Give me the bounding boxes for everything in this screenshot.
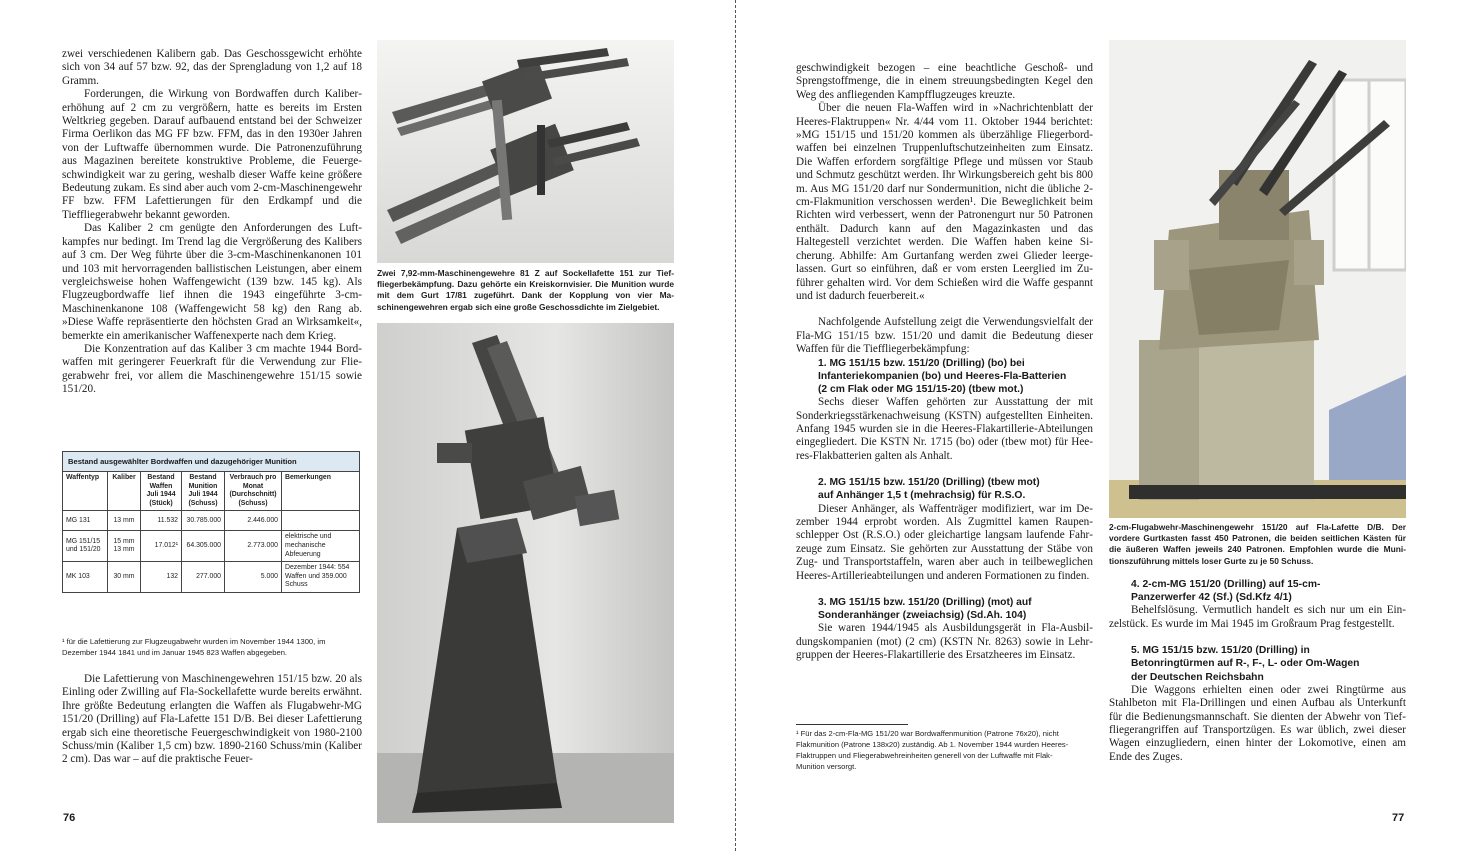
paragraph: Sechs dieser Waffen gehörten zur Ausstattung der mit Sonderkriegsstärkenachweisung (KSTN) aufgestellten Einheiten. Anfang 1945 wurden sie in die Heeres-Flakartillerie-Abteilungen eingegliedert. Die KSTN Nr. 1715 (bo) oder (tbew mot) für Heeres-Flakbatterien galten als Anhalt. — [796, 396, 1093, 462]
table-cell: 11.532 — [141, 511, 182, 531]
heading-line: (2 cm Flak oder MG 151/15-20) (tbew mot.) — [818, 383, 1024, 395]
table-cell: 30 mm — [108, 562, 141, 593]
paragraph: Die Lafettierung von Maschinengewehren 151/15 bzw. 20 als Einling oder Zwilling auf Fla-Sockellafette wurde bereits erwähnt. Ihre größte Bedeutung erlangten die Waffen als Flugabwehr-MG 151/20 (Drilling) auf Fla-Lafette 151 D/B. Bei dieser Lafettierung ergab sich eine theoretische Feuergeschwindigkeit von 1980-2100 Schuss/min (Kaliber 1,5 cm) bzw. 1890-2160 Schuss/min (Kaliber 2 cm). Das war – auf die praktische Feuer- — [62, 673, 362, 766]
table-cell: 30.785.000 — [182, 511, 225, 531]
photo1-caption: Zwei 7,92-mm-Maschinengewehre 81 Z auf Sockellafette 151 zur Tieffliegerbekämpfung. Dazu gehörte ein Kreiskornvisier. Die Munition wurde mit dem Gurt 17/81 zugeführt. Dank der Kopplung von vier Maschinengewehren ergab sich eine große Geschossdichte im Zielgebiet. — [377, 268, 674, 312]
heading-line: der Deutschen Reichsbahn — [1131, 671, 1264, 683]
table-cell: elektrische und mechanische Abfeuerung — [282, 531, 360, 562]
heading-line: 4. 2-cm-MG 151/20 (Drilling) auf 15-cm- — [1131, 579, 1321, 590]
paragraph: Dieser Anhänger, als Waffenträger modifiziert, war im Dezember 1944 erprobt worden. Als Zugmittel kamen Raupenschlepper Ost (R.S.O.) oder gleichartige langsam laufende Fahrzeuge zum Einsatz. Sie gehörten zur Ausstattung der Stäbe von Zug- und Transportstaffeln, waren aber auch in teilbeweglichen Heeres-Artillerieabteilungen und anderen Formationen zu finden. — [796, 502, 1093, 582]
column-header: Bestand Munition Juli 1944 (Schuss) — [182, 472, 225, 511]
column-header: Verbrauch pro Monat (Durchschnitt) (Schuss) — [225, 472, 282, 511]
paragraph: geschwindigkeit bezogen – eine beachtliche Geschoß- und Sprengstoffmenge, die in einem streuungsbedingten Kegel den Weg des anfliegenden Kampfflugzeuges kreuzte. — [796, 62, 1093, 101]
table-header-row — [63, 472, 360, 511]
right-main-column — [796, 62, 1093, 663]
photo-twin-machine-guns — [377, 40, 674, 263]
column-header: Bemerkungen — [282, 472, 360, 511]
page-number-right: 77 — [1392, 812, 1405, 824]
table-title: Bestand ausgewählter Bordwaffen und dazugehöriger Munition — [62, 451, 360, 471]
heading-line: 3. MG 151/15 bzw. 151/20 (Drilling) (mot) auf — [818, 597, 1032, 609]
table-cell: 277.000 — [182, 562, 225, 593]
table-row — [63, 531, 360, 562]
pedestal-gun-image — [377, 323, 674, 823]
paragraph: Die Konzentration auf das Kaliber 3 cm machte 1944 Bordwaffen mit geringerer Feuerkraft für die Verwendung zur Fliegerabwehr frei, vor allem die Maschinengewehre 151/15 sowie 151/20. — [62, 342, 362, 396]
table-cell: 132 — [141, 562, 182, 593]
heading-line: Sonderanhänger (zweiachsig) (Sd.Ah. 104) — [818, 610, 1027, 622]
table-cell — [282, 511, 360, 531]
table-cell: 15 mm 13 mm — [108, 531, 141, 562]
heading-line: 2. MG 151/15 bzw. 151/20 (Drilling) (tbew mot) — [818, 477, 1040, 489]
paragraph: zwei verschiedenen Kalibern gab. Das Geschossgewicht erhöhte sich von 34 auf 57 bzw. 92, das der Sprengladung von 1,2 auf 18 Gramm. — [62, 48, 362, 87]
table-row — [63, 562, 360, 593]
paragraph: Behelfslösung. Vermutlich handelt es sich nur um ein Einzelstück. Es wurde im Mai 1945 im Großraum Prag festgestellt. — [1109, 604, 1406, 630]
column-header: Waffentyp — [63, 472, 108, 511]
left-bottom-column — [62, 673, 362, 767]
page-number-left: 76 — [63, 812, 76, 824]
page-gutter — [735, 0, 736, 851]
section-heading — [796, 476, 1093, 502]
heading-line: Panzerwerfer 42 (Sf.) (Sd.Kfz 4/1) — [1131, 592, 1292, 604]
table-cell: MG 131 — [63, 511, 108, 531]
section-heading — [796, 357, 1093, 397]
table-cell: Dezember 1944: 554 Waffen und 359.000 Schuss — [282, 562, 360, 593]
inventory-table — [62, 451, 360, 593]
triple-gun-mount-image — [1109, 40, 1406, 518]
heading-line: auf Anhänger 1,5 t (mehrachsig) für R.S.O. — [818, 490, 1026, 502]
paragraph: Forderungen, die Wirkung von Bordwaffen durch Kalibererhöhung auf 2 cm zu vergrößern, hatte es bereits im Ersten Weltkrieg gegeben. Darauf aufbauend entstand bei der Schweizer Firma Oerlikon das MG FF bzw. FFM, das in den 1930er Jahren von der Luftwaffe übernommen wurde. Die Patronenzuführung aus Magazinen bereitete konstruktive Probleme, die Feuergeschwindigkeit war zu gering, weshalb dieser Waffe keine größere Bedeutung zukam. Es sind aber auch vom 2-cm-Maschinengewehr FF bzw. FFM Lafettierungen für den Erdkampf und die Tieffliegerabwehr bekannt geworden. — [62, 88, 362, 221]
table-cell: 2.773.000 — [225, 531, 282, 562]
photo3-caption: 2-cm-Flugabwehr-Maschinengewehr 151/20 auf Fla-Lafette D/B. Der vordere Gurtkasten fasst 450 Patronen, die beiden seitlichen Kästen für die äußeren Waffen jeweils 240 Patronen. Empfohlen wurde die Munitionszuführung mittels loser Gurte zu je 50 Schuss. — [1109, 522, 1406, 566]
table-footnote: ¹ für die Lafettierung zur Flugzeugabwehr wurden im November 1944 1300, im Dezember 1944 1841 und im Januar 1945 823 Waffen abgegeben. — [62, 637, 326, 657]
photo-triple-gun-mount — [1109, 40, 1406, 518]
right-footnote: ¹ Für das 2-cm-Fla-MG 151/20 war Bordwaffenmunition (Patrone 76x20), nicht Flakmunition (Patrone 138x20) zuständig. Ab 1. November 1944 wurden Heeres-Flaktruppen und Fliegerabwehreinheiten generell von der Luftwaffe mit Flak-Munition versorgt. — [796, 729, 1069, 771]
column-header: Kaliber — [108, 472, 141, 511]
paragraph: Sie waren 1944/1945 als Ausbildungsgerät in Fla-Ausbildungskompanien (mot) (2 cm) (KSTN Nr. 8263) sowie in Lehrgruppen der Heeres-Flakartillerie des Ersatzheeres im Einsatz. — [796, 622, 1093, 662]
table-cell: 13 mm — [108, 511, 141, 531]
paragraph: Über die neuen Fla-Waffen wird in »Nachrichtenblatt der Heeres-Flaktruppen« Nr. 4/44 vom 11. Oktober 1944 berichtet: »MG 151/15 und 151/20 kommen als überzählige Fliegerbordwaffen bei einzelnen Truppenluftschutzeinheiten zum Einsatz. Die Waffen erfordern sorgfältige Pflege und müssen vor Staub und Schmutz geschützt werden. Ihr Wirkungsbereich geht bis 800 m. Aus MG 151/20 darf nur Sondermunition, nicht die übliche 2-cm-Flakmunition verschossen werden¹. Die Beweglichkeit beim Richten wird verbessert, wenn der Patronengurt nur 50 Patronen enthält. Dadurch kann auf den Magazinkasten und das Haltegestell verzichtet werden. Die Waffen haben keine Sicherung. Abhilfe: Am Gurtanfang werden zwei Glieder leergelassen. Gurt so einführen, daß er vom ersten Leerglied im Zuführer gehalten wird. Vor dem Schießen wird die Waffe gespannt und ist dadurch feuerbereit.« — [796, 102, 1093, 302]
heading-line: 1. MG 151/15 bzw. 151/20 (Drilling) (bo) bei — [818, 357, 1025, 369]
heading-line: Betonringtürmen auf R-, F-, L- oder Om-Wagen — [1131, 658, 1360, 670]
footnote-rule — [796, 724, 908, 725]
paragraph: Das Kaliber 2 cm genügte den Anforderungen des Luftkampfes nur bedingt. Im Trend lag die Vergrößerung des Kalibers auf 3 cm. Der Weg führte über die 3-cm-Maschinenkanonen 101 und 103 mit hervorragenden ballistischen Leistungen, aber einem vergleichsweise hohen Waffengewicht (139 bzw. 145 kg). Als Flugzeugbordwaffe lief ihnen die 1943 eingeführte 3-cm-Maschinenkanone 108 (Waffengewicht 58 kg) den Rang ab. »Diese Waffe repräsentierte den höchsten Grad an Wirksamkeit«, bemerkte ein amerikanischer Waffenexperte nach dem Krieg. — [62, 222, 362, 342]
table-cell: 64.305.000 — [182, 531, 225, 562]
paragraph: Die Waggons erhielten einen oder zwei Ringtürme aus Stahlbeton mit Fla-Drillingen und einen Aufbau als Unterkunft für die Bedienungsmannschaft. Sie dienten der Abwehr von Tieffliegerangriffen auf Transportzügen. Es war üblich, zwei dieser Wagen einzugliedern, einen hinter der Lokomotive, einen am Ende des Zuges. — [1109, 683, 1406, 763]
section-heading — [796, 596, 1093, 622]
table-cell: 5.000 — [225, 562, 282, 593]
table-cell: 17.012¹ — [141, 531, 182, 562]
right-side-column — [1109, 578, 1406, 764]
photo-pedestal-gun — [377, 323, 674, 823]
paragraph: Nachfolgende Aufstellung zeigt die Verwendungsvielfalt der Fla-MG 151/15 bzw. 151/20 und damit die Bedeutung dieser Waffen für die Tieffliegerbekämpfung: — [796, 316, 1093, 356]
heading-line: Infanteriekompanien (bo) und Heeres-Fla-Batterien — [818, 370, 1067, 382]
heading-line: 5. MG 151/15 bzw. 151/20 (Drilling) in — [1131, 645, 1310, 657]
left-main-column — [62, 48, 362, 397]
twin-machine-guns-image — [377, 40, 674, 263]
table-cell: 2.446.000 — [225, 511, 282, 531]
table-cell: MG 151/15 und 151/20 — [63, 531, 108, 562]
table-row — [63, 511, 360, 531]
column-header: Bestand Waffen Juli 1944 (Stück) — [141, 472, 182, 511]
table-cell: MK 103 — [63, 562, 108, 593]
section-heading — [1109, 578, 1406, 604]
section-heading — [1109, 644, 1406, 684]
